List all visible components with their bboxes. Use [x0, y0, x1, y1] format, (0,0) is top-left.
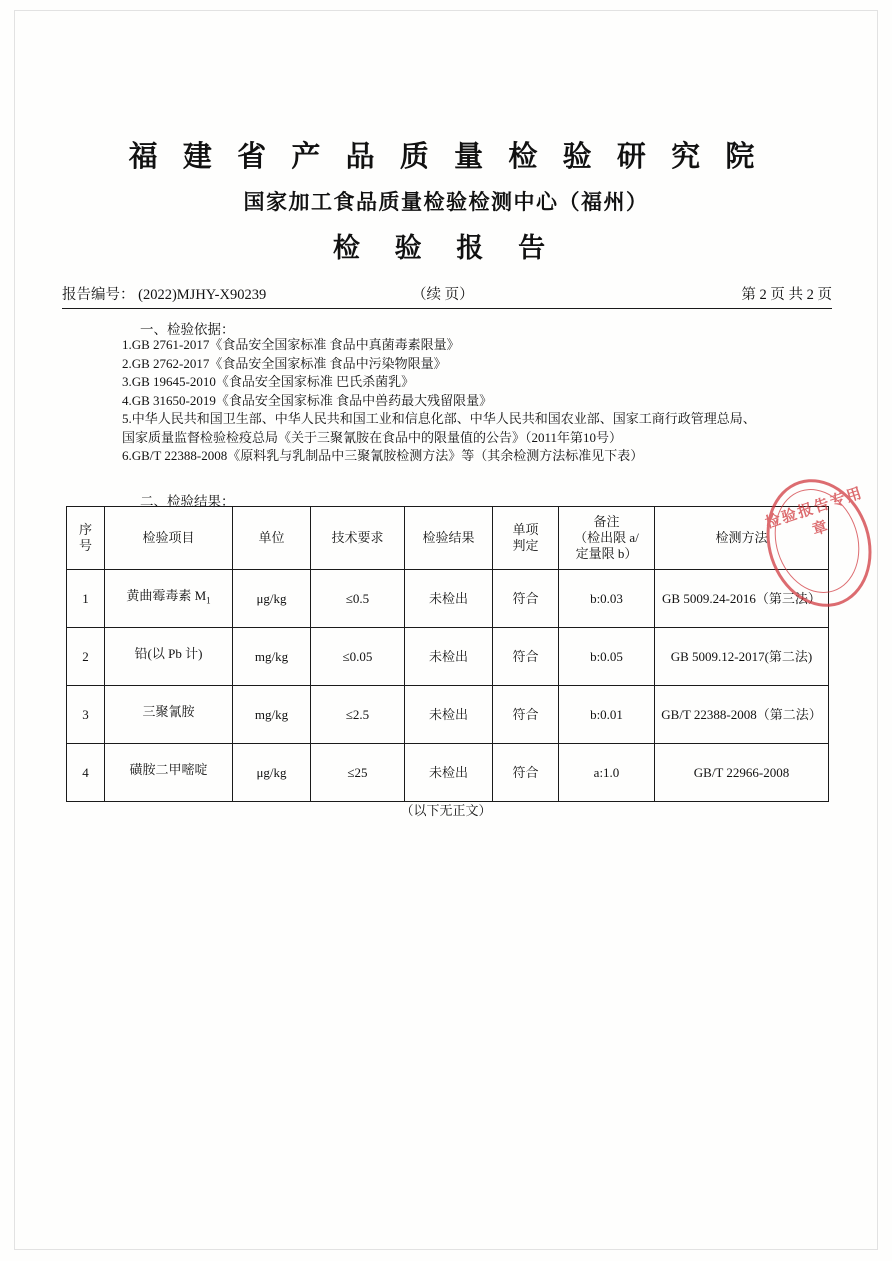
cell-unit: mg/kg — [233, 686, 311, 744]
continuation-label: （续 页） — [412, 287, 474, 303]
cell-no: 4 — [67, 744, 105, 802]
cell-requirement: ≤2.5 — [311, 686, 405, 744]
cell-no: 1 — [67, 570, 105, 628]
cell-item: 铅(以 Pb 计) — [105, 628, 233, 686]
organization-title: 福 建 省 产 品 质 量 检 验 研 究 院 — [128, 141, 764, 173]
cell-requirement: ≤25 — [311, 744, 405, 802]
cell-unit: μg/kg — [233, 570, 311, 628]
cell-item: 三聚氰胺 — [105, 686, 233, 744]
column-header-unit: 单位 — [233, 507, 311, 570]
report-number — [62, 283, 266, 304]
column-header-no: 序 号 — [67, 507, 105, 570]
page-indicator: 第 2 页 共 2 页 — [741, 287, 832, 303]
cell-unit: mg/kg — [233, 628, 311, 686]
column-header-item: 检验项目 — [105, 507, 233, 570]
report-number-value: (2022)MJHY-X90239 — [138, 287, 267, 303]
cell-item: 磺胺二甲嘧啶 — [105, 744, 233, 802]
column-header-note: 备注 （检出限 a/ 定量限 b） — [559, 507, 655, 570]
cell-judge: 符合 — [493, 628, 559, 686]
cell-note: b:0.01 — [559, 686, 655, 744]
cell-item: 黄曲霉毒素 $M_1$ — [105, 570, 233, 628]
center-title: 国家加工食品质量检验检测中心（福州） — [243, 190, 649, 214]
table-header-row — [67, 507, 829, 570]
cell-note: a:1.0 — [559, 744, 655, 802]
seal-text: 检验报告专用章 — [763, 485, 866, 539]
column-header-method: 检测方法 — [655, 507, 829, 570]
cell-result: 未检出 — [405, 628, 493, 686]
table-row — [67, 686, 829, 744]
cell-requirement: ≤0.5 — [311, 570, 405, 628]
cell-judge: 符合 — [493, 570, 559, 628]
report-title: 检 验 报 告 — [332, 233, 560, 263]
basis-item: 5.中华人民共和国卫生部、中华人民共和国工业和信息化部、中华人民共和国农业部、国家工商行政管理总局、国家质量监督检验检疫总局《关于三聚氰胺在食品中的限量值的公告》（2011年第10号） — [122, 411, 756, 445]
cell-note: b:0.05 — [559, 628, 655, 686]
cell-requirement: ≤0.05 — [311, 628, 405, 686]
basis-item: 4.GB 31650-2019《食品安全国家标准 食品中兽药最大残留限量》 — [122, 392, 493, 408]
basis-item: 1.GB 2761-2017《食品安全国家标准 食品中真菌毒素限量》 — [122, 337, 460, 352]
report-meta-row — [62, 283, 832, 303]
basis-item: 3.GB 19645-2010《食品安全国家标准 巴氏杀菌乳》 — [122, 374, 415, 389]
cell-judge: 符合 — [493, 744, 559, 802]
cell-no: 2 — [67, 628, 105, 686]
basis-item: 6.GB/T 22388-2008《原料乳与乳制品中三聚氰胺检测方法》等（其余检测方法标准见下表） — [122, 448, 644, 463]
end-of-text-note: （以下无正文） — [400, 803, 492, 818]
cell-method: GB 5009.24-2016（第三法） — [655, 570, 829, 628]
cell-method: GB/T 22388-2008（第二法） — [655, 686, 829, 744]
table-row — [67, 744, 829, 802]
cell-judge: 符合 — [493, 686, 559, 744]
table-row — [67, 570, 829, 628]
cell-note: b:0.03 — [559, 570, 655, 628]
cell-method: GB/T 22966-2008 — [655, 744, 829, 802]
cell-unit: μg/kg — [233, 744, 311, 802]
cell-method: GB 5009.12-2017(第二法) — [655, 628, 829, 686]
table-row — [67, 628, 829, 686]
section-results-title: 二、检验结果： — [140, 494, 235, 509]
section-basis-title: 一、检验依据： — [140, 322, 235, 337]
cell-result: 未检出 — [405, 686, 493, 744]
cell-no: 3 — [67, 686, 105, 744]
header-divider — [62, 308, 832, 309]
cell-result: 未检出 — [405, 744, 493, 802]
report-number-label: 报告编号： — [62, 287, 135, 303]
inspection-basis-list — [122, 336, 762, 466]
inspection-results-table — [66, 506, 829, 802]
column-header-judge: 单项 判定 — [493, 507, 559, 570]
column-header-requirement: 技术要求 — [311, 507, 405, 570]
cell-result: 未检出 — [405, 570, 493, 628]
basis-item: 2.GB 2762-2017《食品安全国家标准 食品中污染物限量》 — [122, 355, 447, 371]
column-header-result: 检验结果 — [405, 507, 493, 570]
